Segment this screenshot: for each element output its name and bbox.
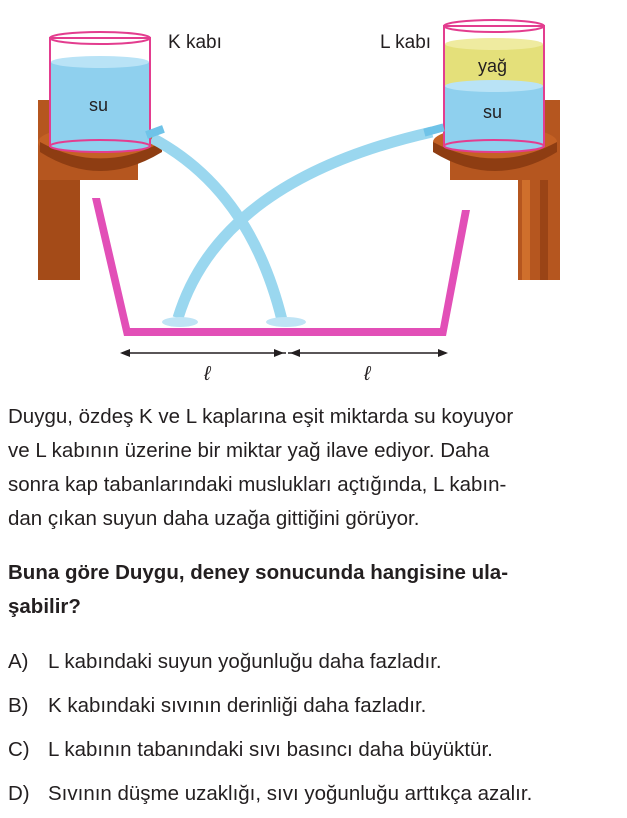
question-text bbox=[8, 556, 618, 624]
k-container bbox=[50, 32, 165, 152]
water-jets bbox=[152, 132, 432, 320]
question-line: Buna göre Duygu, deney sonucunda hangisine ula- bbox=[8, 561, 509, 584]
option-letter: A) bbox=[8, 650, 29, 673]
experiment-figure bbox=[0, 0, 627, 392]
option-a[interactable] bbox=[8, 650, 442, 674]
paragraph-line: sonra kap tabanlarındaki muslukları açtığında, L kabın- bbox=[8, 473, 507, 496]
paragraph-line: dan çıkan suyun daha uzağa gittiğini görüyor. bbox=[8, 507, 420, 530]
option-c[interactable] bbox=[8, 738, 493, 762]
distance-arrows bbox=[120, 349, 448, 357]
l-oil-label: yağ bbox=[478, 56, 508, 76]
question-line: şabilir? bbox=[8, 595, 81, 618]
l-container bbox=[423, 20, 544, 152]
distance-label-right: ℓ bbox=[364, 363, 371, 385]
option-text: L kabının tabanındaki sıvı basıncı daha büyüktür. bbox=[48, 738, 493, 761]
l-label: L kabı bbox=[380, 32, 432, 53]
option-text: Sıvının düşme uzaklığı, sıvı yoğunluğu arttıkça azalır. bbox=[48, 782, 533, 805]
option-d[interactable] bbox=[8, 782, 532, 806]
option-letter: C) bbox=[8, 738, 30, 761]
option-b[interactable] bbox=[8, 694, 426, 718]
l-water-label: su bbox=[483, 102, 503, 122]
option-letter: B) bbox=[8, 694, 29, 717]
k-label: K kabı bbox=[168, 32, 222, 53]
option-text: L kabındaki suyun yoğunluğu daha fazladır. bbox=[48, 650, 442, 673]
paragraph-line: ve L kabının üzerine bir miktar yağ ilave ediyor. Daha bbox=[8, 439, 490, 462]
problem-paragraph bbox=[8, 400, 618, 536]
k-water-label: su bbox=[89, 95, 109, 115]
distance-label-left: ℓ bbox=[204, 363, 211, 385]
paragraph-line: Duygu, özdeş K ve L kaplarına eşit miktarda su koyuyor bbox=[8, 405, 514, 428]
option-text: K kabındaki sıvının derinliği daha fazladır. bbox=[48, 694, 427, 717]
option-letter: D) bbox=[8, 782, 30, 805]
